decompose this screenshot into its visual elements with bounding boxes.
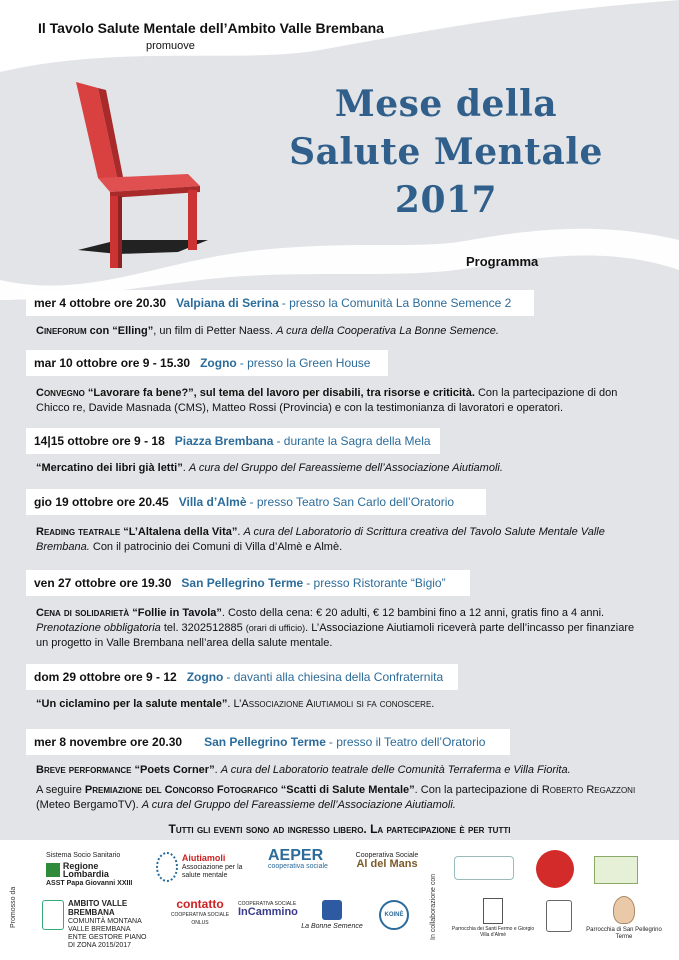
- event-type: Cineforum: [36, 325, 87, 337]
- title-line-3: 2017: [394, 179, 498, 221]
- event-award-title: “Scatti di Salute Mentale”: [277, 784, 415, 796]
- contatto-name: contatto: [176, 897, 224, 911]
- ambito-sub1: COMUNITÀ MONTANA: [68, 918, 142, 925]
- regione-small: Sistema Socio Sanitario: [46, 852, 121, 859]
- event-credit: A cura del Gruppo del Fareassieme dell’Associazione Aiutiamoli.: [188, 462, 503, 474]
- event-description: [36, 386, 646, 416]
- bonne-name: La Bonne Semence: [301, 923, 363, 930]
- aeper-sub: cooperativa sociale: [268, 863, 328, 870]
- programma-label: Programma: [466, 254, 539, 269]
- event-place-detail: - presso la Green House: [239, 356, 371, 370]
- aldelmans-name: Al del Mans: [356, 858, 418, 870]
- contatto-logo: [170, 897, 230, 927]
- parrocchia-villa-dalme-logo: [450, 898, 536, 938]
- event-place-detail: - presso la Comunità La Bonne Semence 2: [281, 296, 512, 310]
- event-header: [26, 664, 458, 690]
- event-place-detail: - presso il Teatro dell’Oratorio: [328, 735, 486, 749]
- partner-logo-3: [594, 856, 638, 884]
- ambito-sub2: VALLE BREMBANA: [68, 926, 131, 933]
- event-text: .: [227, 698, 234, 710]
- title-line-1: Mese della: [334, 83, 558, 125]
- event-header: [26, 570, 470, 596]
- koine-name: KOINÈ: [379, 900, 409, 930]
- event-place-detail: - durante la Sagra della Mela: [276, 434, 431, 448]
- event-text-2: . Con la partecipazione di: [414, 784, 542, 796]
- free-entry-note: Tutti gli eventi sono ad ingresso libero. La partecipazione è per tutti: [168, 822, 511, 836]
- regione-name: Regione Lombardia: [62, 861, 109, 879]
- event-place-detail: - presso Teatro San Carlo dell’Oratorio: [249, 495, 455, 509]
- sponsor-logos: [0, 840, 679, 960]
- church-icon: [483, 898, 503, 924]
- event-description: [36, 606, 646, 651]
- event-credit: A cura del Laboratorio di Scrittura creativa del Tavolo Salute Mentale Valle Brembana.: [36, 526, 605, 553]
- event-place: Zogno: [200, 356, 237, 370]
- event-description: [36, 461, 646, 476]
- event-place: San Pellegrino Terme: [181, 576, 304, 590]
- incammino-top: COOPERATIVA SOCIALE: [238, 901, 297, 907]
- event-header: [26, 729, 510, 755]
- in-collaborazione-label: In collaborazione con: [430, 873, 437, 940]
- event-credit: A cura del Laboratorio teatrale delle Comunità Terraferma e Villa Fiorita.: [220, 764, 571, 776]
- event-hours: (orari di ufficio): [245, 623, 306, 633]
- aiutiamoli-sub: Associazione per la salute mentale: [181, 864, 243, 879]
- event-date: gio 19 ottobre ore 20.45: [34, 495, 169, 509]
- event-place: Valpiana di Serina: [176, 296, 279, 310]
- event-date: 14|15 ottobre ore 9 - 18: [34, 434, 165, 448]
- event-title: “Follie in Tavola”: [129, 607, 222, 619]
- event-credit-2: A cura del Gruppo del Fareassieme dell’Associazione Aiutiamoli.: [141, 799, 456, 811]
- event-date: mer 8 novembre ore 20.30: [34, 735, 183, 749]
- event-type: Convegno: [36, 387, 85, 399]
- ambito-name: AMBITO VALLE BREMBANA: [68, 899, 128, 917]
- event-text: Con la partecipazione di don Chicco re, Davide Masnada (CMS), Matteo Rossi (Provincia) e con la testimonianza di lavoratori e operatori.: [36, 387, 618, 414]
- event-patronage: Con il patrocinio dei Comuni di Villa d’Almè e Almè.: [89, 541, 343, 553]
- event-place-detail: - presso Ristorante “Bigio”: [306, 576, 446, 590]
- event-text-2: . L’Associazione Aiutiamoli riceverà parte dell’incasso per finanziare un progetto in Valle Brembana nell’area della salute mentale.: [36, 622, 635, 649]
- promosso-da-label: Promosso da: [10, 886, 17, 928]
- event-title: con “Elling”: [86, 325, 154, 337]
- event-credit: A cura della Cooperativa La Bonne Semence.: [276, 325, 499, 337]
- bonne-icon: [322, 900, 342, 920]
- event-header: [26, 489, 486, 515]
- partner-logo-2: [536, 850, 574, 888]
- event-place: Zogno: [186, 670, 224, 684]
- event-description: [36, 324, 646, 339]
- event-text: . Costo della cena: € 20 adulti, € 12 bambini fino a 12 anni, gratis fino a 4 anni.: [221, 607, 605, 619]
- event-description: [36, 763, 646, 778]
- event-type: Breve performance: [36, 764, 132, 776]
- event-description: [36, 697, 646, 712]
- al-del-mans-logo: [352, 852, 422, 870]
- event-place: Piazza Brembana: [174, 434, 274, 448]
- event-date: mar 10 ottobre ore 9 - 15.30: [34, 356, 191, 370]
- event-title: “Poets Corner”: [131, 764, 215, 776]
- event-title: “Lavorare fa bene?”, sul tema del lavoro per disabili, tra risorse e criticità.: [84, 387, 475, 399]
- event-text: .: [237, 526, 244, 538]
- incammino-logo: [238, 900, 308, 918]
- event-guest-org: (Meteo BergamoTV).: [36, 799, 142, 811]
- event-header: [26, 428, 440, 454]
- regione-icon: [46, 863, 60, 877]
- aiutiamoli-logo: [156, 852, 256, 882]
- event-date: ven 27 ottobre ore 19.30: [34, 576, 172, 590]
- event-place-detail: - davanti alla chiesina della Confraternita: [226, 670, 444, 684]
- event-text-pre: A seguire: [36, 784, 85, 796]
- event-description: [36, 525, 646, 555]
- parrocchia1-name: Parrocchia dei Santi Fermo e Giorgio Villa d’Almè: [451, 926, 535, 938]
- aeper-name: AEPER: [268, 847, 324, 864]
- event-title: “Un ciclamino per la salute mentale”: [36, 698, 228, 710]
- event-type: Reading teatrale: [36, 526, 121, 538]
- event-place: San Pellegrino Terme: [204, 735, 326, 749]
- event-title: “L’Altalena della Vita”: [120, 526, 238, 538]
- organizer-text: Il Tavolo Salute Mentale dell’Ambito Valle Brembana: [38, 20, 384, 36]
- partner-logo-1: [454, 856, 514, 880]
- contatto-sub: COOPERATIVA SOCIALE ONLUS: [170, 912, 230, 926]
- parrocchia-san-pellegrino-logo: [584, 896, 664, 941]
- parrocchia2-name: Parrocchia di San Pellegrino Terme: [586, 927, 662, 940]
- aiutiamoli-name: Aiutiamoli: [181, 853, 226, 863]
- aeper-logo: [268, 847, 338, 871]
- event-place: Villa d’Almè: [178, 495, 247, 509]
- event-header: [26, 350, 388, 376]
- partner-logo-4: [546, 900, 572, 932]
- event-guest: Roberto Regazzoni: [541, 784, 636, 796]
- koine-logo: [374, 900, 414, 930]
- title-line-2: Salute Mentale: [289, 131, 603, 173]
- event-booking: Prenotazione obbligatoria: [36, 622, 161, 634]
- event-text: .: [182, 462, 189, 474]
- event-description-2: [36, 783, 646, 813]
- aldelmans-top: Cooperativa Sociale: [355, 852, 419, 859]
- regione-asst: ASST Papa Giovanni XXIII: [46, 880, 133, 887]
- ambito-valle-brembana-logo: [42, 900, 152, 950]
- la-bonne-semence-logo: [300, 900, 364, 931]
- event-header: [26, 290, 534, 316]
- red-chair-image: [58, 82, 208, 272]
- event-text: , un film di Petter Naess.: [153, 325, 277, 337]
- incammino-name: InCammino: [238, 906, 298, 918]
- promotes-text: promuove: [146, 40, 195, 52]
- event-award: Premiazione del Concorso Fotografico: [84, 784, 278, 796]
- event-type: Cena di solidarietà: [36, 607, 130, 619]
- ambito-crest-icon: [42, 900, 64, 930]
- event-date: dom 29 ottobre ore 9 - 12: [34, 670, 177, 684]
- event-text-sc: L’Associazione Aiutiamoli si fa conoscere.: [233, 698, 435, 710]
- event-date: mer 4 ottobre ore 20.30: [34, 296, 167, 310]
- saint-icon: [613, 896, 635, 924]
- event-phone: tel. 3202512885: [160, 622, 246, 634]
- regione-lombardia-logo: [46, 852, 146, 888]
- event-title: “Mercatino dei libri già letti”: [36, 462, 183, 474]
- ambito-sub3: ENTE GESTORE PIANO DI ZONA 2015/2017: [68, 934, 147, 949]
- aiutiamoli-icon: [156, 852, 178, 882]
- main-title: [256, 80, 636, 224]
- event-text: .: [214, 764, 221, 776]
